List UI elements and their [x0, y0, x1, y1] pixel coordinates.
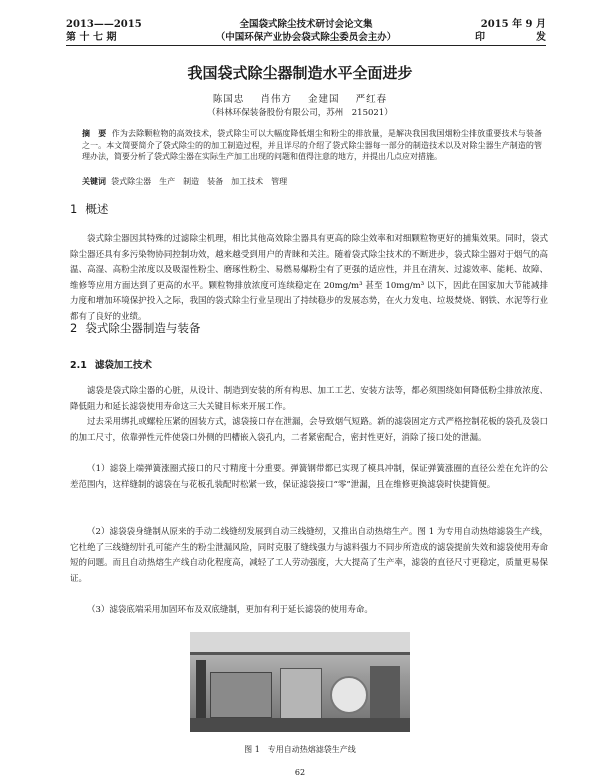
section-number: 1 [70, 202, 78, 216]
keywords-text: 袋式除尘器 生产 制造 装备 加工技术 管理 [111, 177, 288, 186]
header-center [186, 18, 426, 44]
header-years: 2013——2015 [66, 19, 142, 30]
header-rule [66, 45, 546, 46]
header-issue: 第 十 七 期 [66, 32, 117, 43]
paragraph-bag-intro: 滤袋是袋式除尘器的心脏，从设计、制造到安装的所有构思、加工工艺、安装方法等，都必须围绕如何降低粉尘排放浓度、降低阻力和延长滤袋使用寿命这三大关键目标来开展工作。 [70, 386, 548, 412]
keywords [82, 176, 542, 187]
abstract-label: 摘 要 [82, 129, 107, 138]
author: 严红春 [355, 94, 388, 105]
section-heading-manufacturing [70, 320, 200, 336]
author: 肖伟方 [260, 94, 292, 105]
author: 陈国忠 [212, 94, 245, 105]
keywords-label: 关键词 [82, 177, 106, 186]
subsection-number: 2.1 [70, 360, 87, 371]
paragraph-item-1: （1）滤袋上端弹簧涨圈式接口的尺寸精度十分重要。弹簧钢带都已实现了模具冲制，保证弹簧涨圈的直径公差在允许的公差范围内，这样缝制的滤袋在与花板孔装配时松紧一致，保证滤袋接口“零”泄漏，且在维修更换滤袋时快捷简便。 [70, 464, 548, 490]
article-title: 我国袋式除尘器制造水平全面进步 [187, 64, 413, 82]
figure-photo-production-line [190, 632, 410, 732]
organizer: （中国环保产业协会袋式除尘委员会主办） [215, 32, 397, 43]
paragraph-item-2: （2）滤袋袋身缝制从原来的手动二线缝纫发展到自动三线缝纫，又推出自动热熔生产。图 1 为专用自动热熔滤袋生产线，它杜绝了三线缝纫针孔可能产生的粉尘泄漏风险，同时克服了缝线强力与滤料强力不同步所造成的滤袋提前失效和滤袋使用寿命短的问题。而且自动热熔生产线自动化程度高，减轻了工人劳动强度，大大提高了生产率，滤袋的直径尺寸更稳定，质量更易保证。 [70, 527, 548, 584]
section-title: 概述 [85, 202, 109, 216]
header-print-right: 发 [536, 32, 546, 43]
header-right [475, 18, 546, 44]
running-header [66, 18, 546, 44]
section-heading-overview [70, 201, 108, 217]
header-date: 2015 年 9 月 [480, 19, 546, 30]
paragraph-overview: 袋式除尘器因其特殊的过滤除尘机理，相比其他高效除尘器具有更高的除尘效率和对细颗粒物更好的捕集效果。同时，袋式除尘器还具有多污染物协同控制功效，越来越受到用户的青睐和关注。随着袋式除尘技术的不断进步，袋式除尘器对于烟气的高温、高湿、高粉尘浓度以及吸湿性粉尘、磨琢性粉尘、易燃易爆粉尘有了更强的适应性，并且在清灰、过滤效率、能耗、故障、维修等应用方面达到了更高的水平。颗粒物排放浓度可连续稳定在 20mg/m³ 甚至 10mg/m³ 以下，因此在国家加大节能减排力度和增加环境保护投入之际，我国的袋式除尘行业呈现出了持续稳步的发展态势，在火力发电、垃圾焚烧、钢铁、水泥等行业都有了良好的业绩。 [70, 234, 548, 322]
abstract [82, 128, 542, 163]
subsection-title: 滤袋加工技术 [94, 360, 152, 371]
header-print [475, 31, 546, 44]
section-number: 2 [70, 321, 78, 335]
abstract-text: 作为去除颗粒物的高效技术，袋式除尘可以大幅度降低烟尘和粉尘的排放量，是解决我国我国烟粉尘排放重要技术与装备之一。本文简要简介了袋式除尘的的加工制造过程，并且详尽的介绍了袋式除尘器每一部分的制造技术以及对除尘器生产制造的管理办法，简要分析了袋式除尘器在实际生产加工出现的问题和值得注意的地方，并提出几点应对措施。 [82, 129, 543, 161]
section-title: 袋式除尘器制造与装备 [85, 321, 201, 335]
author: 金建国 [308, 94, 340, 105]
author-list [0, 91, 600, 105]
collection-title: 全国袋式除尘技术研讨会论文集 [239, 19, 373, 30]
affiliation: （科林环保装备股份有限公司，苏州 215021） [207, 108, 393, 118]
subsection-heading-bag-processing [70, 357, 152, 371]
page-number: 62 [294, 768, 306, 777]
paragraph-item-3: （3）滤袋底端采用加固环布及双底缝制，更加有利于延长滤袋的使用寿命。 [87, 605, 373, 615]
header-left [66, 18, 142, 44]
header-print-left: 印 [475, 32, 486, 43]
figure-caption: 图 1 专用自动热熔滤袋生产线 [244, 745, 356, 754]
paragraph-bag-fixing: 过去采用绑扎或螺栓压紧的固装方式，滤袋接口存在泄漏，会导致烟气短路。新的滤袋固定方式严格控制花板的袋孔及袋口的加工尺寸，依靠弹性元件使袋口外侧的凹槽嵌入袋孔内，二者紧密配合，密封性更好，消除了接口处的泄漏。 [70, 417, 548, 443]
